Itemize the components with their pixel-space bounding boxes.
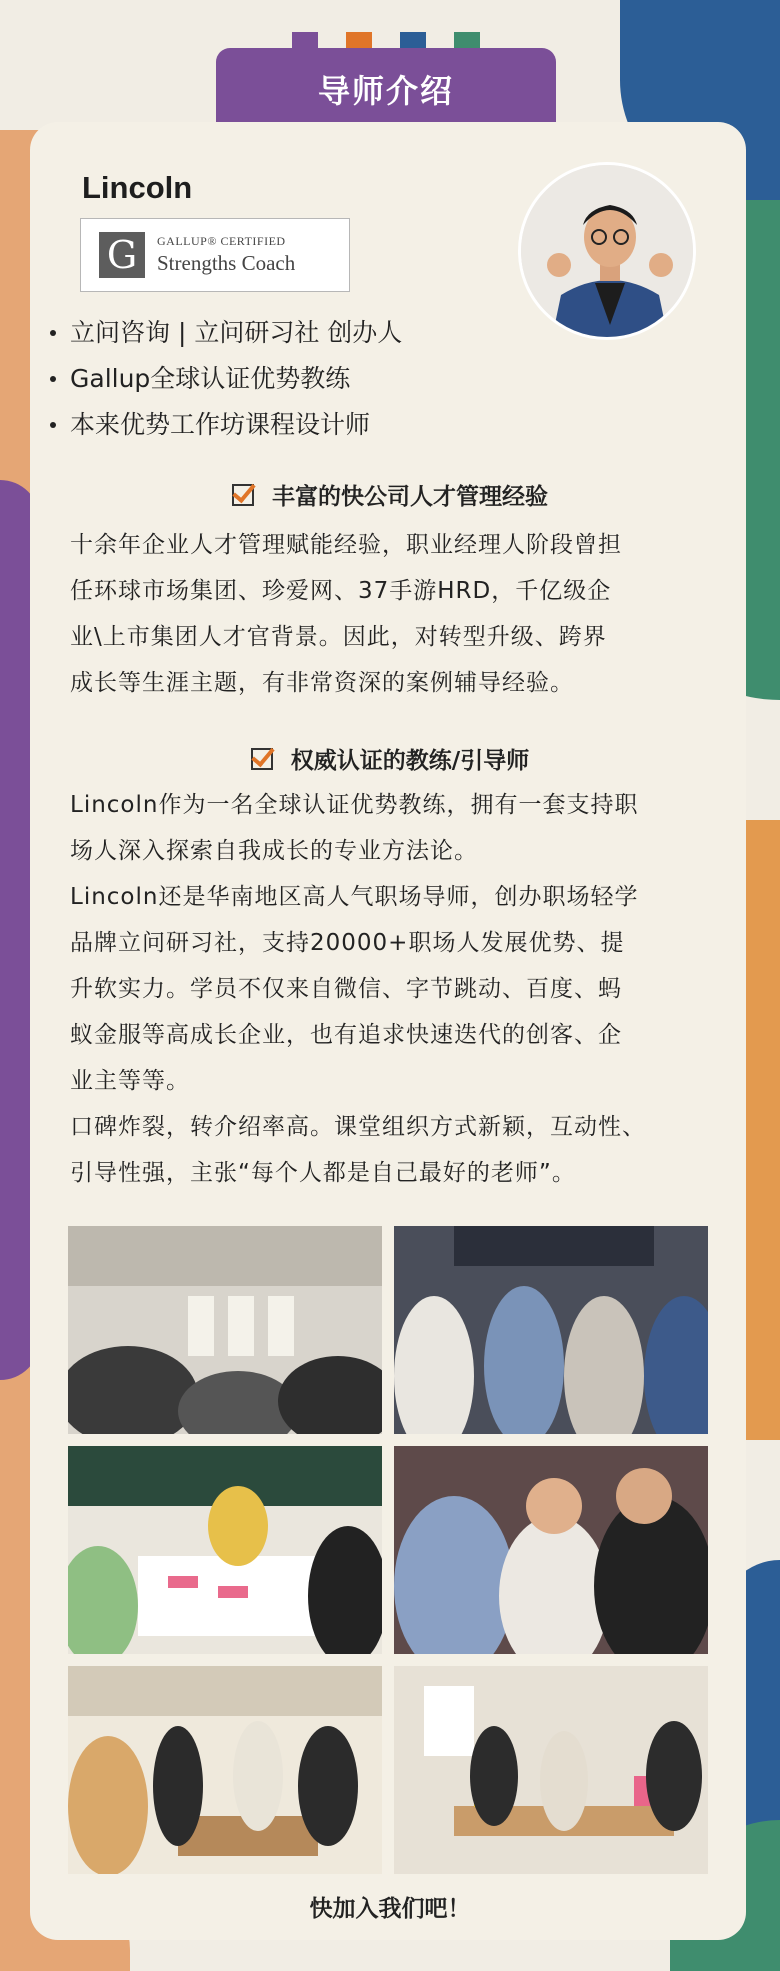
section-body-experience	[70, 522, 730, 706]
workshop-photo	[394, 1226, 708, 1434]
paragraph-line: 升软实力。学员不仅来自微信、字节跳动、百度、蚂	[70, 976, 622, 1002]
gallup-badge	[80, 218, 350, 292]
footer-call-to-action: 快加入我们吧！	[309, 1896, 471, 1922]
paragraph-line: 十余年企业人才管理赋能经验，职业经理人阶段曾担	[70, 532, 622, 558]
paragraph-line: 成长等生涯主题，有非常资深的案例辅导经验。	[70, 670, 574, 696]
paragraph-line: 口碑炸裂，转介绍率高。课堂组织方式新颖，互动性、	[70, 1114, 646, 1140]
title-banner	[216, 48, 556, 124]
mentor-name: Lincoln	[82, 170, 193, 205]
paragraph-line: 业主等等。	[70, 1068, 190, 1094]
credential-item	[50, 402, 402, 448]
paragraph-line: Lincoln作为一名全球认证优势教练，拥有一套支持职	[70, 792, 639, 818]
credential-text: 立问咨询 | 立问研习社 创办人	[70, 318, 403, 347]
checkbox-icon	[232, 484, 254, 506]
bullet-dot-icon	[50, 330, 56, 336]
workshop-photo	[394, 1666, 708, 1874]
credential-text: 本来优势工作坊课程设计师	[70, 410, 371, 439]
page-title: 导师介绍	[317, 72, 454, 110]
credential-item	[50, 310, 402, 356]
mentor-credentials	[50, 310, 402, 448]
credential-item	[50, 356, 402, 402]
paragraph-line: 引导性强，主张“每个人都是自己最好的老师”。	[70, 1160, 576, 1186]
credential-text: Gallup全球认证优势教练	[70, 364, 351, 393]
gallup-badge-line2: Strengths Coach	[157, 251, 296, 275]
bullet-dot-icon	[50, 422, 56, 428]
mentor-avatar	[518, 162, 696, 340]
gallup-logo-icon: G	[99, 232, 145, 278]
paragraph-line: Lincoln还是华南地区高人气职场导师，创办职场轻学	[70, 884, 639, 910]
paragraph-line: 品牌立问研习社，支持20000+职场人发展优势、提	[70, 930, 625, 956]
bg-decoration-orange-right	[740, 820, 780, 1440]
paragraph-line: 业\上市集团人才官背景。因此，对转型升级、跨界	[70, 624, 607, 650]
section-heading-experience	[0, 478, 780, 511]
section-title: 权威认证的教练/引导师	[290, 748, 530, 774]
section-heading-certification	[0, 742, 780, 775]
checkbox-icon	[251, 748, 273, 770]
gallup-badge-text	[157, 234, 295, 276]
paragraph-line: 任环球市场集团、珍爱网、37手游HRD，千亿级企	[70, 578, 612, 604]
section-body-certification	[70, 782, 730, 1196]
workshop-photo	[68, 1446, 382, 1654]
section-title: 丰富的快公司人才管理经验	[272, 484, 548, 510]
paragraph-line: 场人深入探索自我成长的专业方法论。	[70, 838, 478, 864]
gallup-badge-line1: GALLUP® CERTIFIED	[157, 234, 286, 248]
workshop-photo-grid	[68, 1226, 708, 1874]
bullet-dot-icon	[50, 376, 56, 382]
workshop-photo	[68, 1226, 382, 1434]
workshop-photo	[68, 1666, 382, 1874]
workshop-photo	[394, 1446, 708, 1654]
paragraph-line: 蚁金服等高成长企业，也有追求快速迭代的创客、企	[70, 1022, 622, 1048]
